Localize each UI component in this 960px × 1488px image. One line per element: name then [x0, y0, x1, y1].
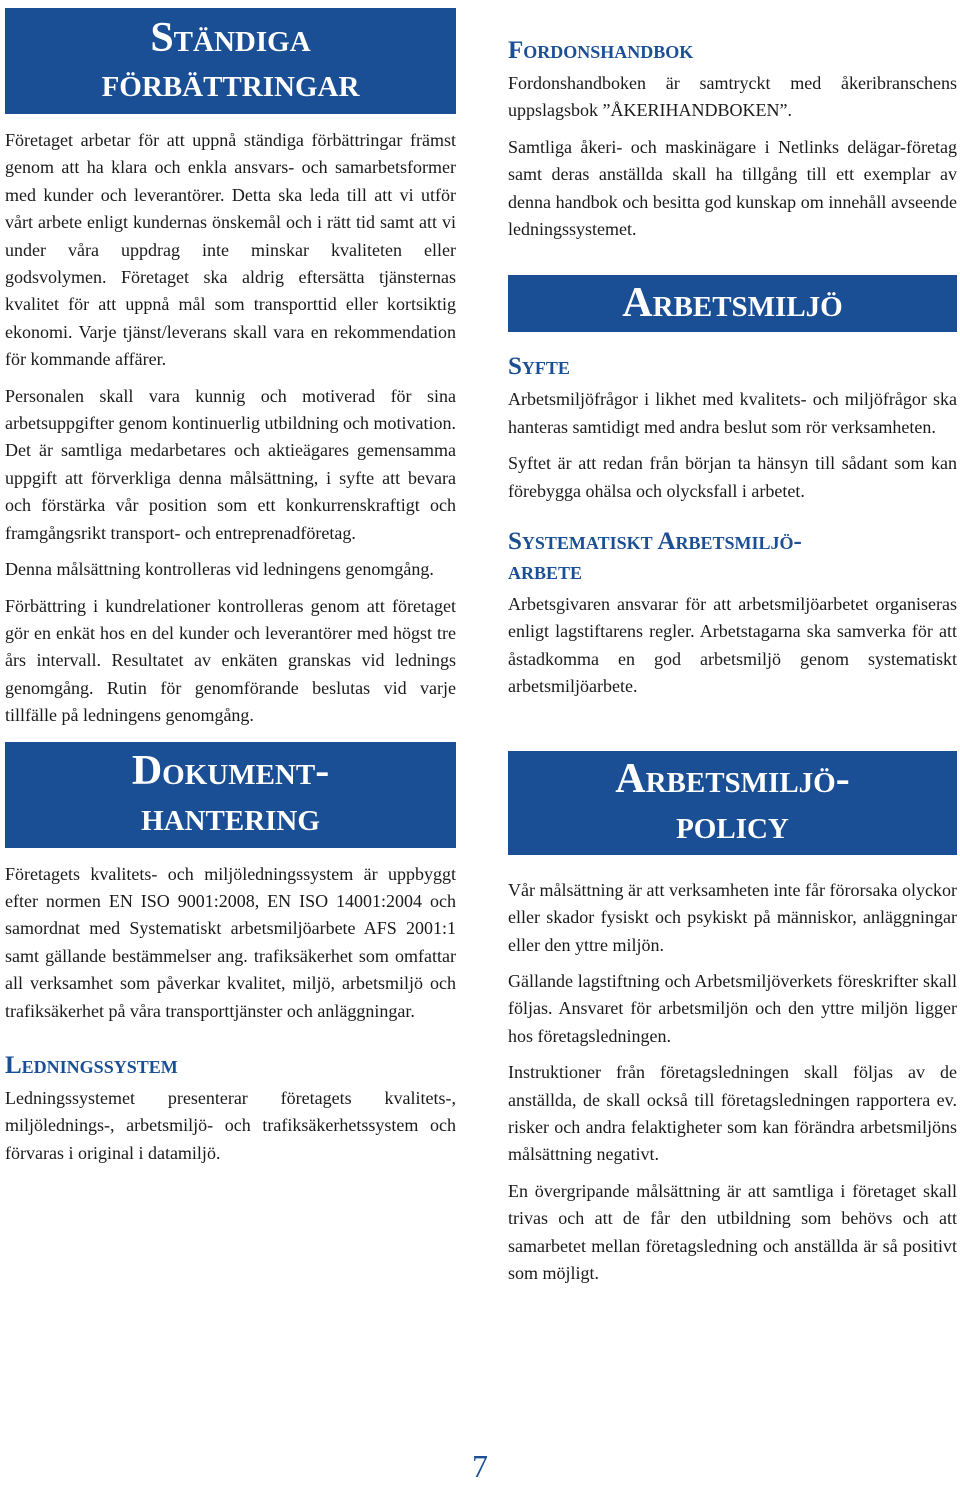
paragraph: Personalen skall vara kunnig och motiverad för sina arbetsuppgifter genom kontinuerlig utbildning och motivation. Det är samtliga medarbetares och aktieägares gemensamma uppgift att förverkliga denna målsättning, i syfte att bevara och förstärka vår position som ett konkurrenskraftigt och framgångsrikt transport- och entreprenadföretag. — [5, 385, 456, 543]
banner-title-line: Dokument- — [131, 748, 330, 795]
section-banner-dokumenthantering — [5, 742, 456, 848]
right-column — [508, 0, 957, 1287]
section-banner-arbetsmiljo — [508, 275, 957, 332]
banner-title-line: förbättringar — [101, 60, 360, 106]
paragraph: Fordonshandboken är samtryckt med åkeribranschens uppslagsbok ”ÅKERIHANDBOKEN”. — [508, 73, 957, 121]
paragraph: Instruktioner från företagsledningen skall följas av de anställda, de skall också till företagsledningen rapportera ev. risker och andra felaktigheter som kan förändra arbetsmiljöns målsättning negativt. — [508, 1062, 957, 1165]
heading-fordonshandbok: Fordonshandbok — [508, 37, 694, 64]
paragraph: Samtliga åkeri- och maskinägare i Netlinks delägar-företag samt deras anställda skall ha tillgång till ett exemplar av denna handbok och besitta god kunskap om innehåll avseende ledningssystemet. — [508, 136, 957, 240]
banner-title-line: hantering — [141, 793, 320, 840]
paragraph: Företagets kvalitets- och miljöledningssystem är uppbyggt efter normen EN ISO 9001:2008, EN ISO 14001:2004 och samordnat med Systematiskt arbetsmiljöarbete AFS 2001:1 samt gällande bestämmelser ang. trafiksäkerhet som omfattar all verksamhet som påverkar kvalitet, miljö, arbetsmiljö och trafiksäkerhet på våra transporttjänster och anläggningar. — [5, 863, 456, 1021]
paragraph: Arbetsgivaren ansvarar för att arbetsmiljöarbetet organiseras enligt lagstiftarens regler. Arbetstagarna ska samverka för att åstadkomma en god arbetsmiljö genom systematiskt arbetsmiljöarbete. — [508, 594, 957, 697]
paragraph: Arbetsmiljöfrågor i likhet med kvalitets- och miljöfrågor ska hanteras samtidigt med andra beslut som rör verksamheten. — [508, 389, 957, 437]
section-body-standiga — [5, 127, 456, 730]
heading-systematiskt-arbetsmiljoarbete — [508, 527, 957, 587]
page-number: 7 — [472, 1448, 488, 1484]
paragraph: Vår målsättning är att verksamheten inte får förorsaka olyckor eller skador fysiskt och psykiskt på människor, anläggningar eller den yttre miljön. — [508, 879, 957, 955]
left-column — [5, 0, 456, 1167]
banner-title-line: Arbetsmiljö — [622, 280, 843, 327]
banner-title-line: Ständiga — [150, 14, 311, 61]
heading-line: Systematiskt Arbetsmiljö- — [508, 528, 802, 556]
paragraph: Denna målsättning kontrolleras vid ledningens genomgång. — [5, 559, 434, 580]
heading-line: arbete — [508, 558, 583, 586]
heading-ledningssystem: Ledningssystem — [5, 1051, 178, 1079]
section-banner-arbetsmiljopolicy — [508, 751, 957, 855]
paragraph: Gällande lagstiftning och Arbetsmiljöverkets föreskrifter skall följas. Ansvaret för arbetsmiljön och den yttre miljön ligger hos företagsledningen. — [508, 970, 957, 1046]
paragraph: En övergripande målsättning är att samtliga i företaget skall trivas och att de får den utbildning som behövs och att samarbetet mellan företagsledning och anställda är så positivt som möjligt. — [508, 1180, 957, 1283]
paragraph: Förbättring i kundrelationer kontrolleras genom att företaget gör en enkät hos en del kunder och leverantörer med högst tre års intervall. Resultatet av enkäten granskas vid lednings genomgång. Rutin för genomförande beslutas vid varje tillfälle på ledningens genomgång. — [5, 595, 456, 726]
section-body-fordonshandbok — [508, 70, 957, 243]
paragraph: Företaget arbetar för att uppnå ständiga förbättringar främst genom att ha klara och enkla ansvars- och samarbetsformer med kunder och leverantörer. Detta ska leda till att vi utför vårt arbete enligt kundernas önskemål och i rätt tid samt att vi under våra uppdrag inte minskar kvaliteten eller godsvolymen. Företaget ska aldrig eftersätta tjänsternas kvalitet för att uppnå mål som transporttid eller kortsiktig ekonomi. Varje tjänst/leverans skall vara en rekommendation för kommande affärer. — [5, 130, 456, 370]
section-body-systematiskt-arbetsmiljoarbete — [508, 591, 957, 701]
section-body-ledningssystem — [5, 1085, 456, 1167]
section-body-dokumenthantering — [5, 861, 456, 1025]
banner-title-line: Arbetsmiljö- — [615, 756, 850, 803]
banner-title-line: policy — [676, 801, 789, 848]
paragraph: Ledningssystemet presenterar företagets kvalitets-, miljölednings-, arbetsmiljö- och trafiksäkerhetssystem och förvaras i original i datamiljö. — [5, 1087, 456, 1163]
section-body-arbetsmiljopolicy — [508, 877, 957, 1288]
heading-syfte: Syfte — [508, 353, 570, 381]
section-body-syfte — [508, 386, 957, 505]
section-banner-standiga-forbattringar — [5, 8, 456, 114]
paragraph: Syftet är att redan från början ta hänsyn till sådant som kan förebygga ohälsa och olycksfall i arbetet. — [508, 453, 957, 501]
